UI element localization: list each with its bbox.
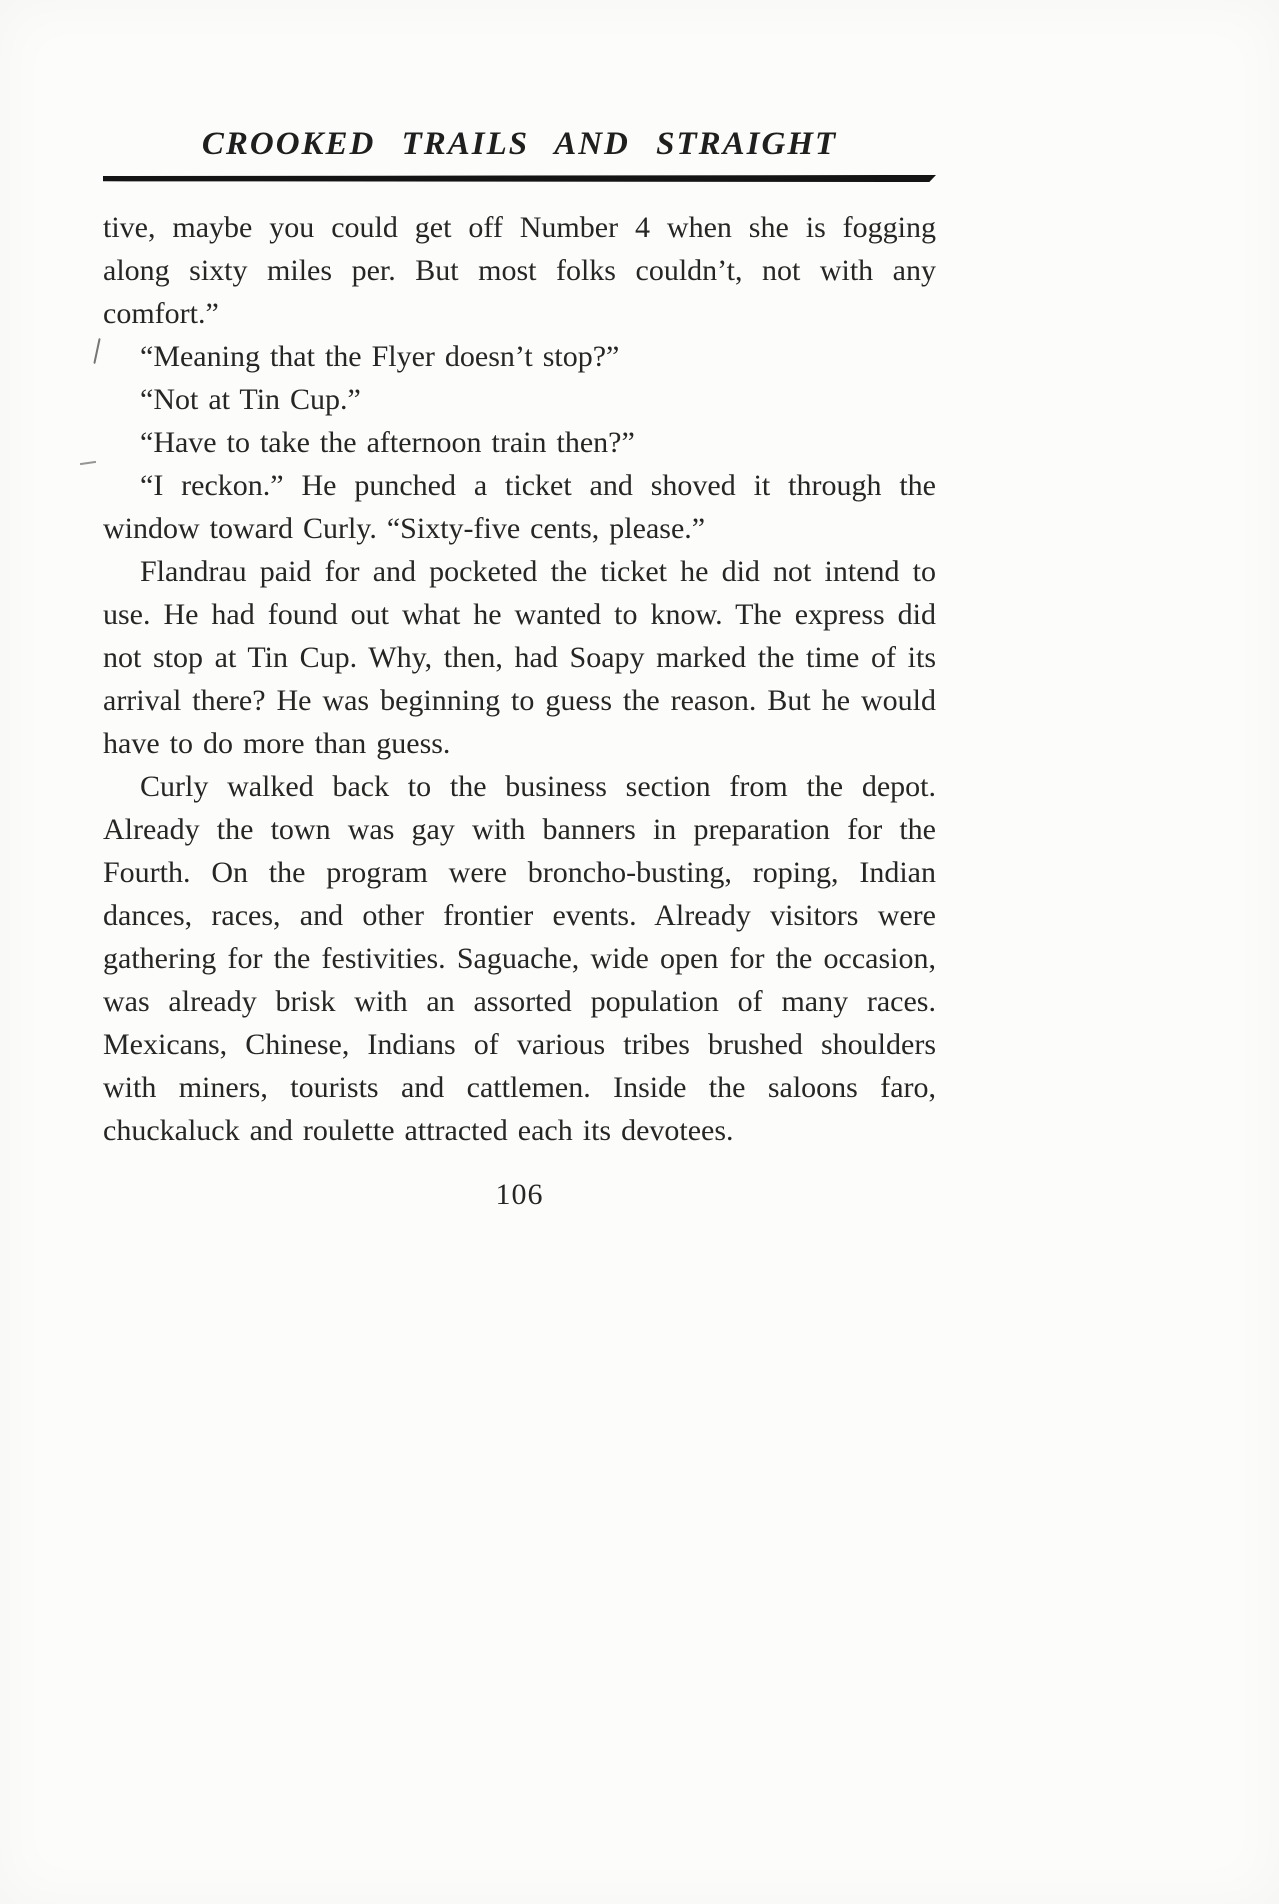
paragraph-dialogue: “Meaning that the Flyer doesn’t stop?” — [140, 340, 620, 373]
paragraph-continuation: tive, maybe you could get off Number 4 when she is fogging along sixty miles per. But most folks couldn’t, not with any comfort.” — [103, 211, 936, 330]
paragraph-dialogue: “Not at Tin Cup.” — [140, 383, 361, 416]
paragraph-dialogue: “Have to take the afternoon train then?” — [140, 426, 635, 459]
page-content — [103, 126, 936, 1212]
body-text — [103, 206, 936, 1152]
paragraph-narrative: Flandrau paid for and pocketed the ticket he did not intend to use. He had found out what he wanted to know. The express did not stop at Tin Cup. Why, then, had Soapy marked the time of its arrival there? He was beginning to guess the reason. But he would have to do more than guess. — [103, 555, 936, 760]
scan-artifact-dash — [80, 461, 96, 465]
scan-artifact-mark — [93, 338, 100, 364]
running-head-title: CROOKED TRAILS AND STRAIGHT — [201, 126, 838, 162]
paragraph-dialogue: “I reckon.” He punched a ticket and shoved it through the window toward Curly. “Sixty-five cents, please.” — [103, 469, 936, 545]
header-rule — [103, 175, 936, 182]
page-number: 106 — [495, 1178, 544, 1211]
paragraph-narrative: Curly walked back to the business section from the depot. Already the town was gay with banners in preparation for the Fourth. On the program were broncho-busting, roping, Indian dances, races, and other frontier events. Already visitors were gathering for the festivities. Saguache, wide open for the occasion, was already brisk with an assorted population of many races. Mexicans, Chinese, Indians of various tribes brushed shoulders with miners, tourists and cattlemen. Inside the saloons faro, chuckaluck and roulette attracted each its devotees. — [103, 770, 936, 1147]
